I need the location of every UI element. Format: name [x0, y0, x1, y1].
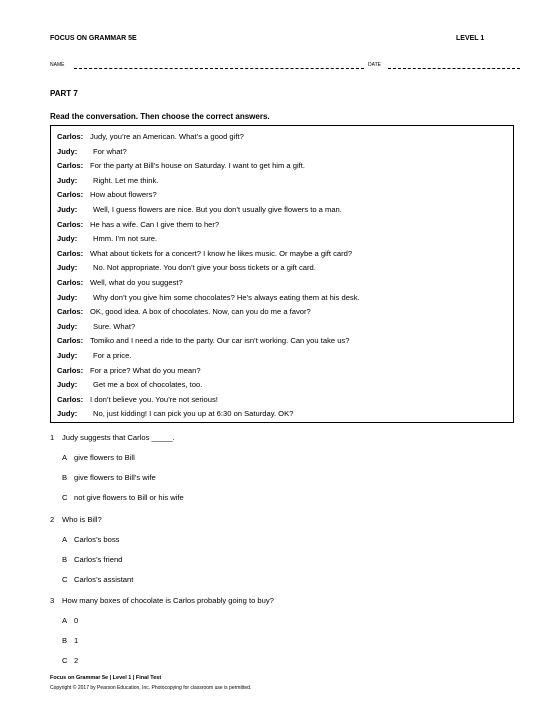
option-text: Carlos’s assistant: [74, 575, 134, 584]
utterance: Tomiko and I need a ride to the party. Our car isn’t working. Can you take us?: [90, 336, 350, 346]
speaker: Carlos:: [57, 161, 84, 171]
speaker: Judy:: [57, 350, 78, 360]
speaker: Carlos:: [57, 277, 84, 287]
speaker: Carlos:: [57, 336, 84, 346]
conversation-line: [57, 174, 507, 189]
footer-title: Focus on Grammar 5e | Level 1 | Final Test: [50, 675, 162, 681]
option-letter: A: [62, 453, 68, 462]
option-letter: C: [62, 493, 68, 502]
speaker: Carlos:: [57, 307, 84, 317]
name-label: NAME: [50, 62, 65, 68]
option-letter: A: [62, 535, 68, 544]
conversation-line: [57, 305, 507, 320]
name-line: [74, 68, 364, 69]
speaker: Judy:: [57, 263, 78, 273]
speaker: Judy:: [57, 380, 78, 390]
utterance: OK, good idea. A box of chocolates. Now, can you do me a favor?: [90, 307, 311, 317]
speaker: Judy:: [57, 321, 78, 331]
utterance: For what?: [93, 146, 127, 156]
speaker: Carlos:: [57, 365, 84, 375]
utterance: No. Not appropriate. You don’t give your boss tickets or a gift card.: [93, 263, 316, 273]
option-text: Carlos’s boss: [74, 535, 120, 544]
option-letter: B: [62, 473, 68, 482]
footer-copyright: Copyright © 2017 by Pearson Education, Inc. Photocopying for classroom use is permitted.: [50, 685, 252, 691]
option-text: give flowers to Bill’s wife: [74, 473, 156, 482]
conversation-line: [57, 232, 507, 247]
option-letter: C: [62, 575, 68, 584]
speaker: Carlos:: [57, 132, 84, 141]
conversation-line: [57, 145, 507, 160]
utterance: I don’t believe you. You’re not serious!: [90, 394, 218, 404]
utterance: Hmm. I’m not sure.: [93, 234, 158, 244]
speaker: Judy:: [57, 234, 78, 244]
part-title: PART 7: [50, 89, 78, 98]
conversation-box: [50, 125, 514, 423]
utterance: For a price? What do you mean?: [90, 365, 201, 375]
question-number: 3: [50, 596, 55, 605]
question-number: 1: [50, 433, 55, 442]
speaker: Judy:: [57, 292, 78, 302]
option-text: 0: [74, 616, 79, 625]
conversation-line: [57, 349, 507, 364]
question-text: Who is Bill?: [62, 515, 102, 524]
speaker: Judy:: [57, 175, 78, 185]
date-line: [388, 68, 520, 69]
conversation-line: [57, 159, 507, 174]
conversation-line: [57, 407, 507, 422]
question-number: 2: [50, 515, 55, 524]
utterance: Right. Let me think.: [93, 175, 159, 185]
option-text: Carlos’s friend: [74, 555, 123, 564]
conversation-line: [57, 378, 507, 393]
conversation-line: [57, 276, 507, 291]
utterance: How about flowers?: [90, 190, 157, 200]
speaker: Judy:: [57, 204, 78, 214]
conversation-line: [57, 218, 507, 233]
utterance: Why don’t you give him some chocolates? He’s always eating them at his desk.: [93, 292, 360, 302]
utterance: Sure. What?: [93, 321, 136, 331]
conversation-line: [57, 188, 507, 203]
option-text: not give flowers to Bill or his wife: [74, 493, 184, 502]
utterance: Well, what do you suggest?: [90, 277, 183, 287]
option-letter: B: [62, 555, 68, 564]
option-text: give flowers to Bill: [74, 453, 135, 462]
conversation-line: [57, 393, 507, 408]
utterance: What about tickets for a concert? I know he likes music. Or maybe a gift card?: [90, 248, 353, 258]
option-letter: B: [62, 636, 68, 645]
utterance: Judy, you’re an American. What’s a good gift?: [90, 132, 244, 141]
utterance: Get me a box of chocolates, too.: [93, 380, 203, 390]
utterance: For a price.: [93, 350, 132, 360]
utterance: He has a wife. Can I give them to her?: [90, 219, 220, 229]
speaker: Carlos:: [57, 190, 84, 200]
utterance: Well, I guess flowers are nice. But you don’t usually give flowers to a man.: [93, 204, 342, 214]
header-level: LEVEL 1: [456, 35, 485, 42]
conversation-line: [57, 320, 507, 335]
utterance: No, just kidding! I can pick you up at 6:30 on Saturday. OK?: [93, 409, 294, 419]
question-text: How many boxes of chocolate is Carlos probably going to buy?: [62, 596, 274, 605]
speaker: Carlos:: [57, 248, 84, 258]
conversation-line: [57, 291, 507, 306]
conversation-line: [57, 247, 507, 262]
speaker: Carlos:: [57, 394, 84, 404]
header-book-title: FOCUS ON GRAMMAR 5E: [50, 35, 137, 42]
option-text: 1: [74, 636, 79, 645]
speaker: Judy:: [57, 409, 78, 419]
date-label: DATE: [368, 62, 381, 68]
instructions: Read the conversation. Then choose the correct answers.: [50, 112, 270, 121]
utterance: For the party at Bill’s house on Saturday. I want to get him a gift.: [90, 161, 305, 171]
conversation-line: [57, 261, 507, 276]
option-text: 2: [74, 656, 79, 665]
question-text: Judy suggests that Carlos _____.: [62, 433, 175, 442]
conversation-line: [57, 334, 507, 349]
conversation-line: [57, 203, 507, 218]
conversation-line: [57, 364, 507, 379]
speaker: Carlos:: [57, 219, 84, 229]
option-letter: C: [62, 656, 68, 665]
speaker: Judy:: [57, 146, 78, 156]
conversation-line: [57, 130, 507, 145]
option-letter: A: [62, 616, 68, 625]
